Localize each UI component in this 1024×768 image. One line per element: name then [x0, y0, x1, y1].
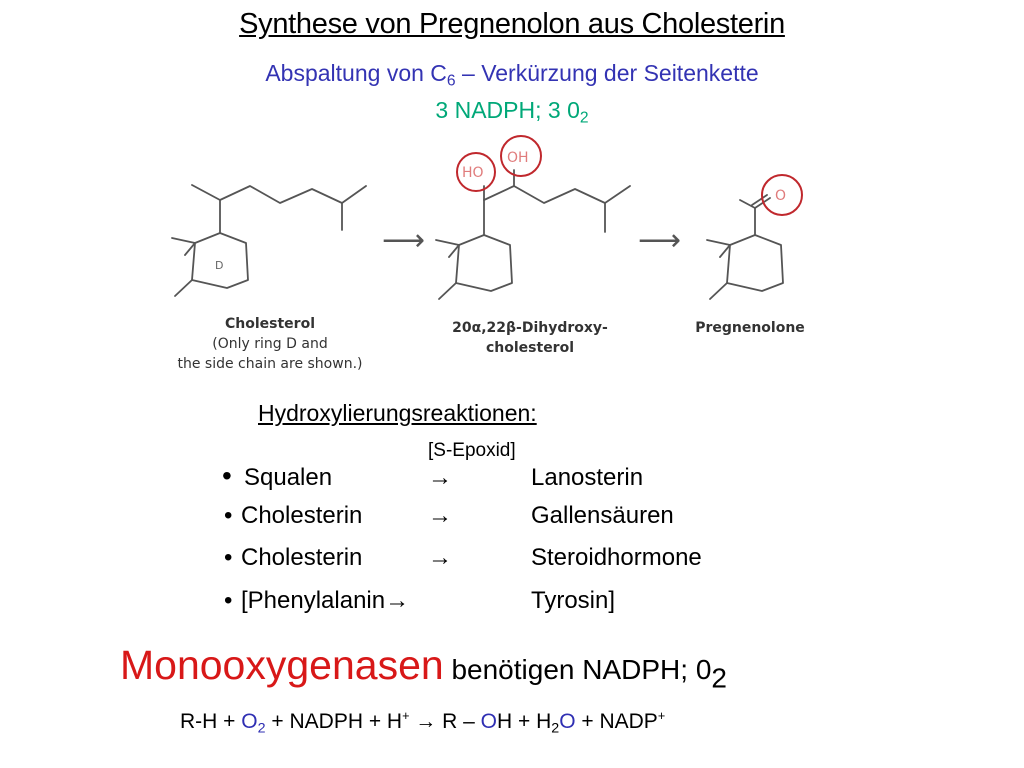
row-to: Steroidhormone [531, 544, 702, 571]
caption-pregnenolone-name: Pregnenolone [695, 320, 805, 336]
reaction-row-tyrosin [222, 587, 742, 619]
row-to: Tyrosin] [531, 587, 616, 614]
row-arrow: → [428, 544, 452, 571]
eq-o-hydroxyl: O [480, 710, 497, 733]
eq-o2: O [241, 710, 258, 733]
reaction-row-squalen [222, 462, 742, 494]
reaction-arrow-2: ⟶ [638, 223, 682, 258]
eq-nadp-plus: + [657, 708, 666, 723]
eq-part-3: → R – [409, 710, 481, 733]
row-bullet: • [224, 502, 233, 529]
dihydroxycholesterol-structure [436, 170, 630, 299]
row-from: Squalen [244, 464, 333, 491]
reaction-equation [180, 708, 666, 737]
epoxid-note: [S-Epoxid] [428, 440, 516, 461]
row-to: Gallensäuren [531, 502, 674, 529]
reaction-row-steroidhormone [222, 544, 742, 576]
monooxygenase-requirement: benötigen NADPH; 0 [443, 654, 712, 685]
row-from: Cholesterin [241, 502, 363, 529]
eq-h2-sub: 2 [551, 720, 560, 737]
eq-part-1: R-H + [180, 710, 242, 733]
caption-cholesterol-note-1: (Only ring D and [212, 336, 328, 352]
cofactor-main: 3 NADPH; 3 0 [435, 97, 580, 123]
subtitle-rest: – Verkürzung der Seitenkette [455, 60, 759, 86]
reaction-arrow-1: ⟶ [382, 223, 426, 258]
hydroxyl-highlights [457, 136, 541, 191]
cholesterol-structure [172, 185, 366, 296]
caption-dihydroxy-line-2: cholesterol [485, 340, 575, 356]
reaction-row-gallensaeuren [222, 502, 742, 534]
caption-cholesterol [160, 314, 380, 374]
carbonyl-o-label: O [775, 188, 787, 204]
subtitle-subscript: 6 [446, 72, 456, 90]
row-to: Lanosterin [531, 464, 644, 491]
row-arrow: → [428, 464, 452, 491]
monooxygenase-term: Monooxygenasen [120, 642, 444, 688]
row-bullet: • [224, 544, 233, 571]
row-from: Cholesterin [241, 544, 363, 571]
eq-part-5: + NADP [575, 710, 658, 733]
ho-label: HO [462, 165, 484, 181]
oh-label: OH [507, 150, 529, 166]
eq-o-water: O [559, 710, 576, 733]
monooxygenase-statement [120, 642, 727, 694]
caption-dihydroxycholesterol [430, 318, 630, 358]
caption-cholesterol-note-2: the side chain are shown.) [177, 356, 363, 372]
eq-h-plus: + [402, 708, 410, 723]
eq-part-2: + NADPH + H [265, 710, 403, 733]
row-bullet: • [224, 587, 233, 614]
caption-pregnenolone [680, 318, 820, 338]
eq-o2-sub: 2 [257, 720, 266, 737]
ring-d-label: D [215, 259, 224, 272]
slide-title: Synthese von Pregnenolon aus Cholesterin [239, 8, 785, 40]
hydroxylation-heading: Hydroxylierungsreaktionen: [258, 400, 537, 426]
monooxygenase-subscript: 2 [711, 662, 727, 694]
row-arrow: → [428, 502, 452, 529]
subtitle-main: Abspaltung von C [265, 60, 447, 86]
caption-dihydroxy-line-1: 20α,22β-Dihydroxy- [452, 320, 608, 336]
eq-part-4: H + H [496, 710, 552, 733]
row-from: [Phenylalanin→ [241, 587, 410, 614]
pregnenolone-structure [707, 195, 783, 299]
cofactor-subscript: 2 [579, 109, 589, 127]
row-bullet: • [222, 460, 232, 491]
caption-cholesterol-name: Cholesterol [225, 316, 315, 332]
